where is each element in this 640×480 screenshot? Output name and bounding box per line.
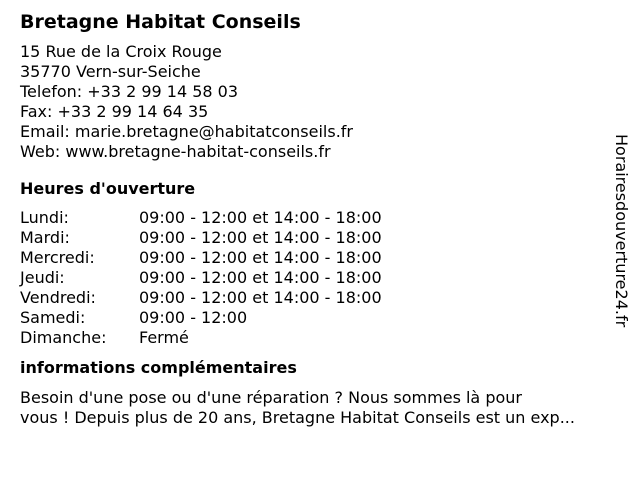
day-label: Vendredi: bbox=[20, 288, 96, 307]
address-line-1: 15 Rue de la Croix Rouge bbox=[20, 42, 222, 61]
hours-table bbox=[20, 208, 620, 348]
info-line-1: Besoin d'une pose ou d'une réparation ? Nous sommes là pour bbox=[20, 388, 522, 407]
hours-row-samedi bbox=[20, 308, 620, 328]
phone-line: Telefon: +33 2 99 14 58 03 bbox=[20, 82, 239, 101]
hours-row-vendredi bbox=[20, 288, 620, 308]
time-value: 09:00 - 12:00 et 14:00 - 18:00 bbox=[139, 248, 382, 267]
fax-line: Fax: +33 2 99 14 64 35 bbox=[20, 102, 209, 121]
contact-block bbox=[20, 42, 620, 162]
info-heading: informations complémentaires bbox=[20, 358, 297, 377]
time-value: 09:00 - 12:00 bbox=[139, 308, 248, 327]
business-name: Bretagne Habitat Conseils bbox=[20, 11, 301, 33]
day-label: Jeudi: bbox=[20, 268, 65, 287]
time-value: 09:00 - 12:00 et 14:00 - 18:00 bbox=[139, 288, 382, 307]
time-value: 09:00 - 12:00 et 14:00 - 18:00 bbox=[139, 228, 382, 247]
time-value: Fermé bbox=[139, 328, 189, 347]
day-label: Lundi: bbox=[20, 208, 69, 227]
time-value: 09:00 - 12:00 et 14:00 - 18:00 bbox=[139, 208, 382, 227]
day-label: Dimanche: bbox=[20, 328, 107, 347]
hours-row-dimanche bbox=[20, 328, 620, 348]
day-label: Mercredi: bbox=[20, 248, 95, 267]
info-line-2: vous ! Depuis plus de 20 ans, Bretagne Habitat Conseils est un exp... bbox=[20, 408, 575, 427]
hours-row-lundi bbox=[20, 208, 620, 228]
hours-row-mercredi bbox=[20, 248, 620, 268]
site-watermark: Horairesdouverture24.fr bbox=[612, 134, 631, 328]
business-card bbox=[20, 10, 620, 428]
hours-heading: Heures d'ouverture bbox=[20, 179, 196, 198]
email-line: Email: marie.bretagne@habitatconseils.fr bbox=[20, 122, 353, 141]
hours-row-jeudi bbox=[20, 268, 620, 288]
hours-row-mardi bbox=[20, 228, 620, 248]
address-line-2: 35770 Vern-sur-Seiche bbox=[20, 62, 201, 81]
day-label: Samedi: bbox=[20, 308, 86, 327]
day-label: Mardi: bbox=[20, 228, 70, 247]
info-description bbox=[20, 388, 625, 428]
time-value: 09:00 - 12:00 et 14:00 - 18:00 bbox=[139, 268, 382, 287]
web-line: Web: www.bretagne-habitat-conseils.fr bbox=[20, 142, 331, 161]
